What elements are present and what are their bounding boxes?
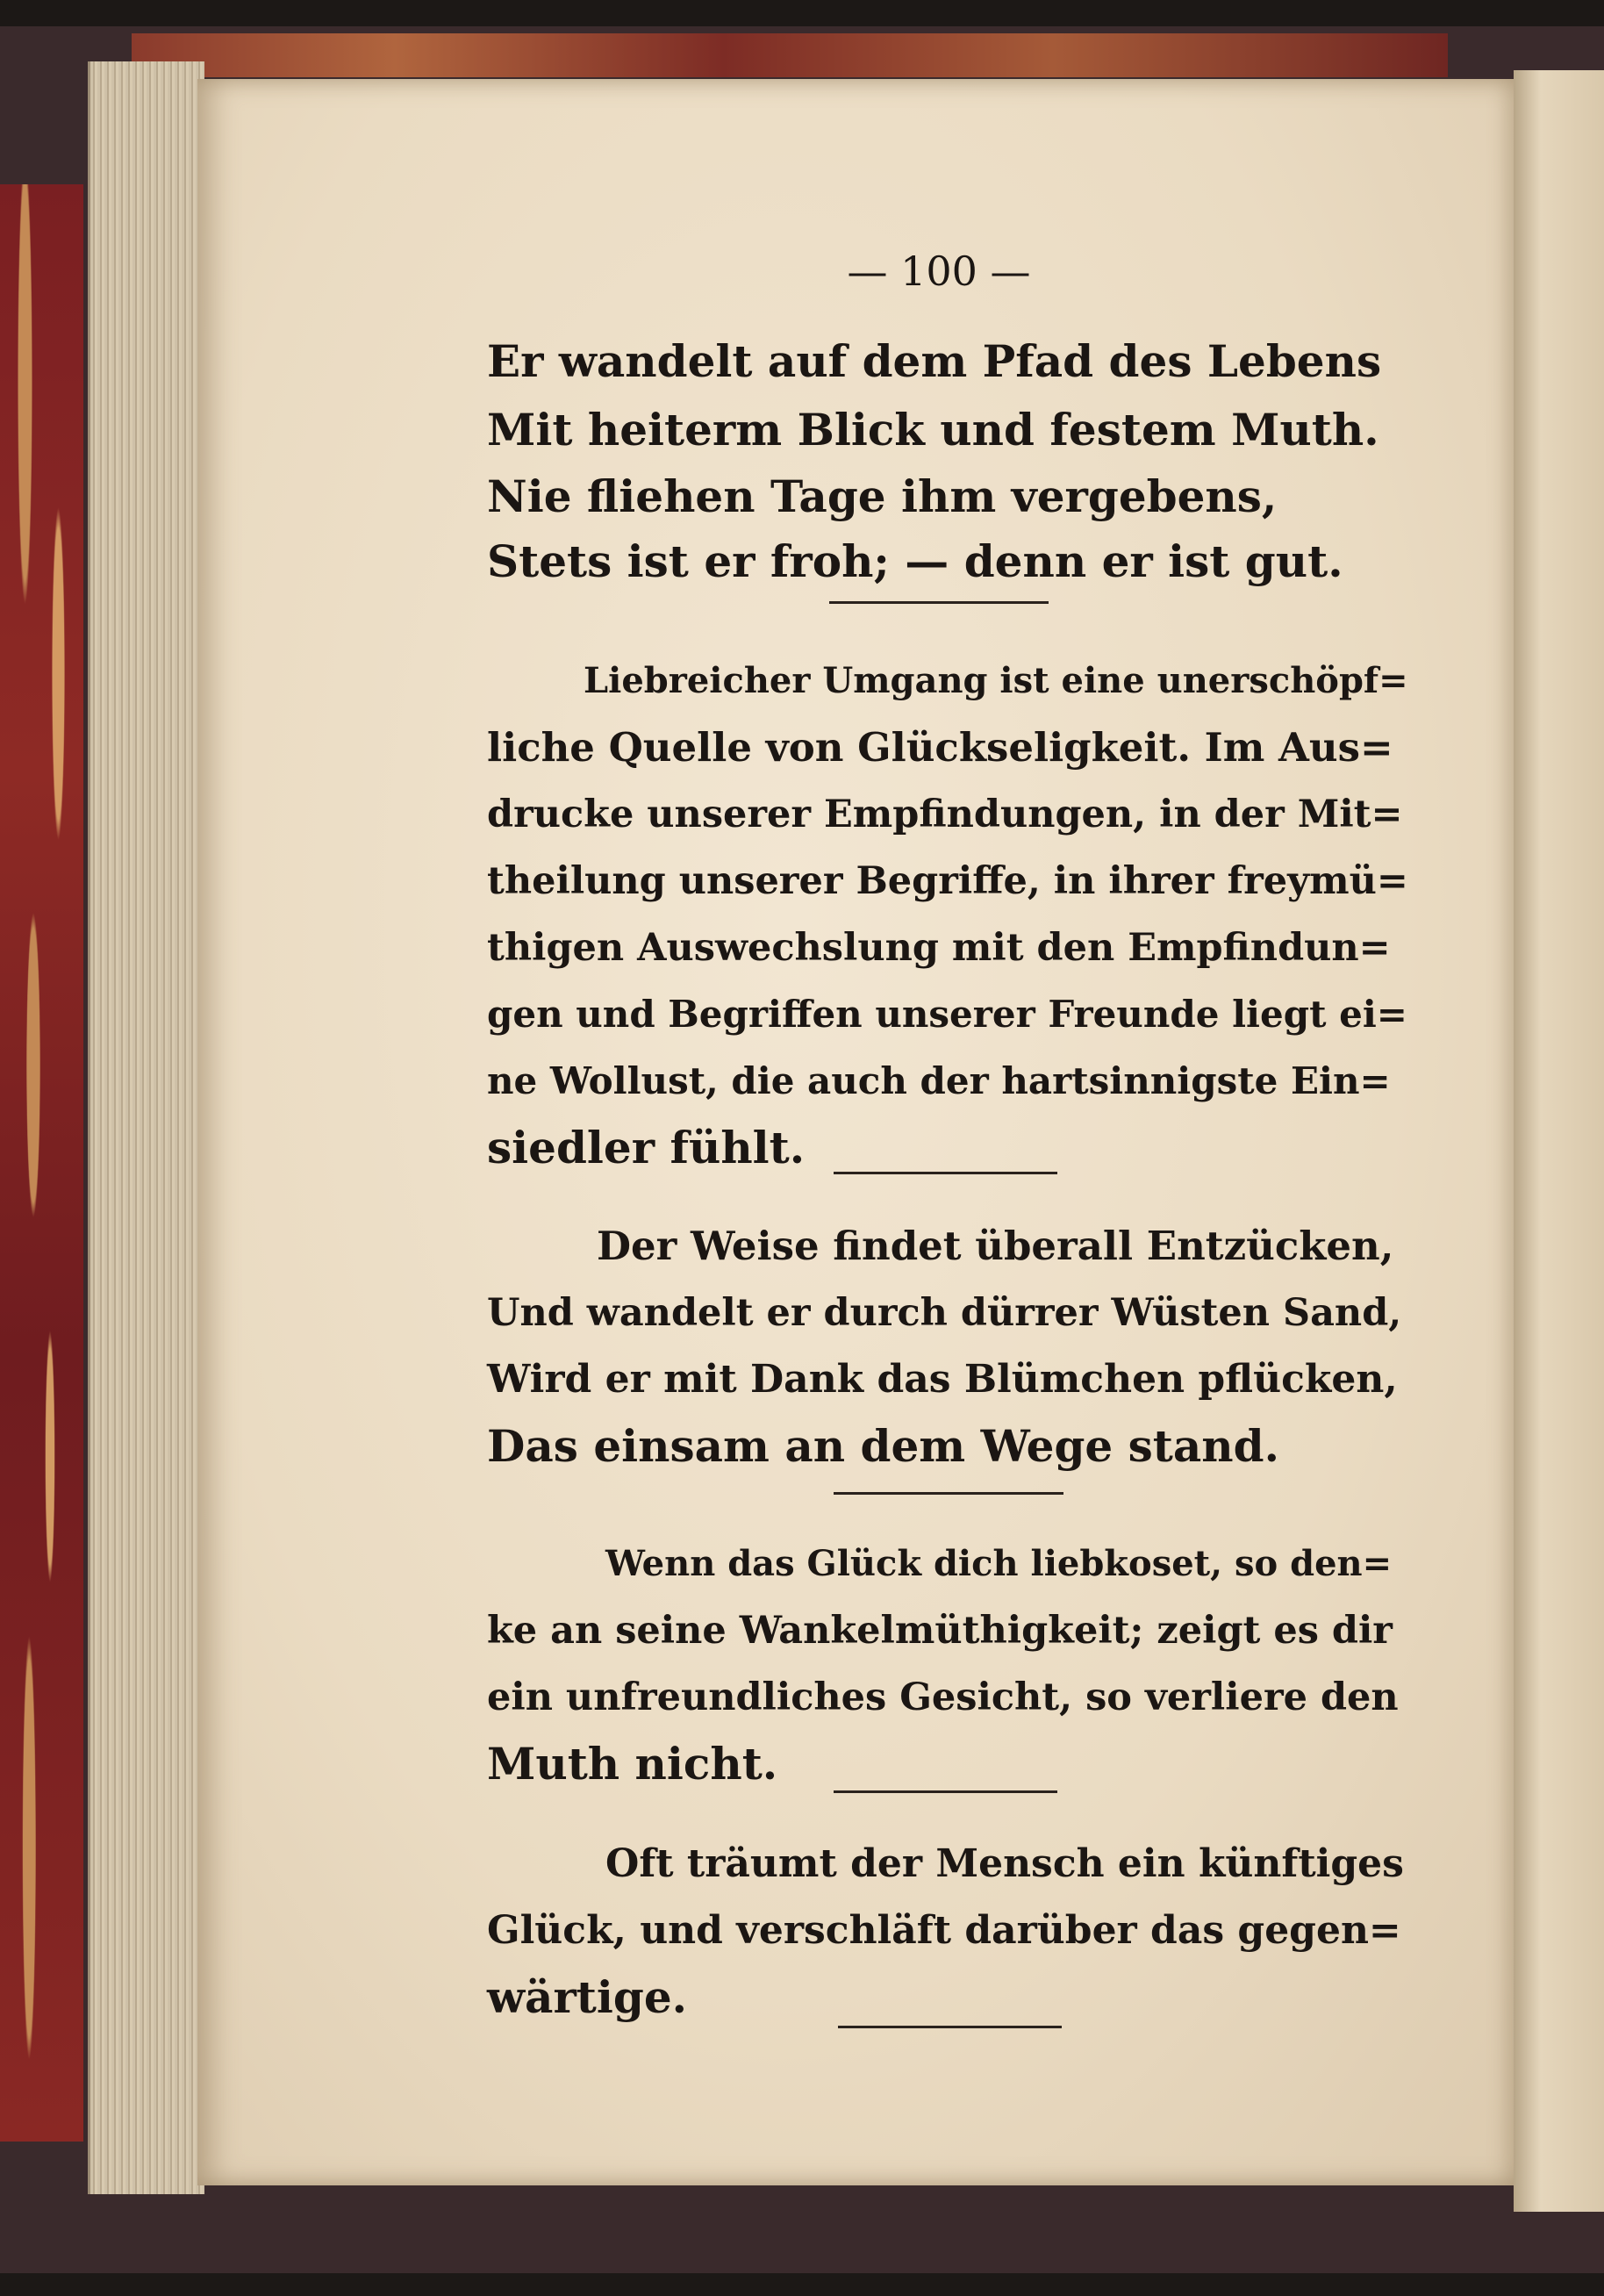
para3-line-3: wärtige. [487,1971,688,2023]
para2-line-1: Wenn das Glück dich liebkoset, so den= [605,1543,1393,1584]
para1-line-5: thigen Auswechslung mit den Empfindun= [487,926,1391,970]
poem1-line-4: Stets ist er froh; — denn er ist gut. [487,535,1343,587]
poem1-line-2: Mit heiterm Blick und festem Muth. [487,404,1379,456]
separator-3 [834,1492,1063,1495]
poem1-line-3: Nie fliehen Tage ihm vergebens, [487,470,1278,522]
separator-1 [829,601,1049,604]
poem2-line-1: Der Weise findet überall Entzücken, [597,1223,1394,1269]
separator-4 [834,1790,1057,1793]
marbled-endpaper [0,184,83,2142]
para1-line-6: gen und Begriffen unserer Freunde liegt ei= [487,993,1407,1036]
para2-line-3: ein unfreundliches Gesicht, so verliere den [487,1675,1399,1719]
poem2-line-3: Wird er mit Dank das Blümchen pflücken, [487,1357,1398,1402]
poem1-line-1: Er wandelt auf dem Pfad des Lebens [487,335,1382,387]
page-number: — 100 — [847,248,1031,295]
para1-line-4: theilung unserer Begriffe, in ihrer freymü= [487,859,1408,903]
para1-line-2: liche Quelle von Glückseligkeit. Im Aus= [487,724,1393,771]
para2-line-4: Muth nicht. [487,1738,778,1790]
para1-line-3: drucke unserer Empfindungen, in der Mit= [487,793,1403,836]
para1-line-1: Liebreicher Umgang ist eine unerschöpf= [584,660,1408,701]
para1-line-7: ne Wollust, die auch der hartsinnigste Ein= [487,1059,1391,1102]
poem2-line-2: Und wandelt er durch dürrer Wüsten Sand, [487,1291,1402,1335]
para3-line-1: Oft träumt der Mensch ein künftiges [605,1841,1404,1886]
para3-line-2: Glück, und verschläft darüber das gegen= [487,1908,1401,1953]
para1-line-8: siedler fühlt. [487,1122,806,1173]
facing-page-edge [1514,70,1604,2212]
para2-line-2: ke an seine Wankelmüthigkeit; zeigt es dir [487,1609,1393,1653]
separator-2 [834,1172,1057,1174]
poem2-line-4: Das einsam an dem Wege stand. [487,1420,1280,1472]
separator-5 [838,2026,1062,2028]
marbled-edge-top [132,33,1448,77]
page-block-edges [88,61,204,2194]
